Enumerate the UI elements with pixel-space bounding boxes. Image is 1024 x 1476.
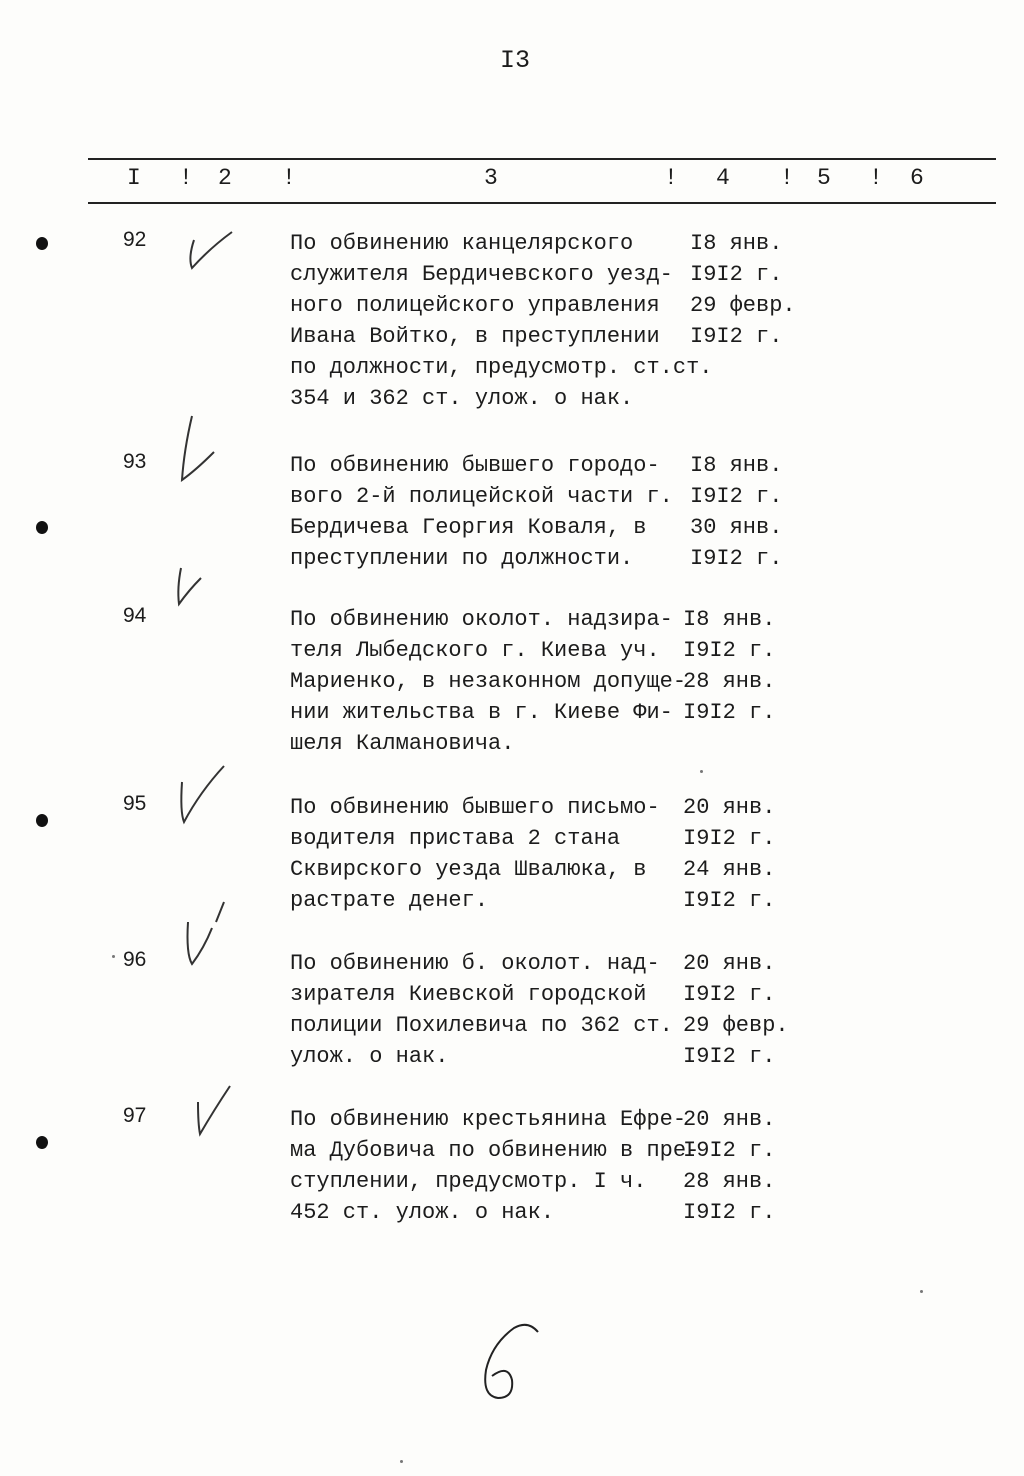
date-line: I9I2 г.	[690, 262, 783, 287]
page-number: I3	[500, 46, 531, 75]
date-line: I8 янв.	[690, 453, 783, 478]
description-line: служителя Бердичевского уезд-	[290, 262, 673, 287]
description-line: Мариенко, в незаконном допуще-	[290, 669, 687, 694]
punch-hole-icon	[36, 237, 48, 250]
punch-hole-icon	[36, 1136, 48, 1149]
description-line: растрате денег.	[290, 888, 489, 913]
table-top-rule	[88, 158, 996, 160]
check-icon	[165, 564, 215, 614]
date-line: I8 янв.	[690, 231, 783, 256]
description-line: по должности, предусмотр. ст.ст.	[290, 355, 713, 380]
date-line: 20 янв.	[683, 951, 776, 976]
date-line: I9I2 г.	[683, 982, 776, 1007]
date-line: I9I2 г.	[683, 1138, 776, 1163]
description-line: 452 ст. улож. о нак.	[290, 1200, 555, 1225]
description-line: ного полицейского управления	[290, 293, 660, 318]
date-line: I9I2 г.	[683, 826, 776, 851]
case-number: 97	[123, 1104, 147, 1127]
date-line: 24 янв.	[683, 857, 776, 882]
date-line: 20 янв.	[683, 1107, 776, 1132]
date-line: I9I2 г.	[683, 1200, 776, 1225]
date-line: I8 янв.	[683, 607, 776, 632]
date-line: I9I2 г.	[683, 888, 776, 913]
separator: !	[780, 165, 794, 191]
description-line: зирателя Киевской городской	[290, 982, 647, 1007]
table-header	[0, 165, 1024, 197]
date-line: I9I2 г.	[683, 638, 776, 663]
check-icon	[170, 410, 230, 490]
case-dates	[690, 228, 820, 352]
date-line: I9I2 г.	[690, 324, 783, 349]
case-number: 92	[123, 228, 147, 251]
description-line: Ивана Войтко, в преступлении	[290, 324, 660, 349]
date-line: I9I2 г.	[690, 546, 783, 571]
punch-hole-icon	[36, 814, 48, 827]
description-line: По обвинению околот. надзира-	[290, 607, 673, 632]
case-dates	[683, 1104, 813, 1228]
description-line: ступлении, предусмотр. I ч.	[290, 1169, 647, 1194]
speck	[700, 770, 703, 773]
case-description	[290, 604, 710, 759]
case-description	[290, 450, 710, 574]
case-number: 96	[123, 948, 147, 971]
check-icon	[190, 1082, 240, 1144]
case-dates	[683, 948, 813, 1072]
column-1-header: I	[127, 165, 141, 191]
description-line: ма Дубовича по обвинению в пре-	[290, 1138, 700, 1163]
description-line: По обвинению бывшего городо-	[290, 453, 660, 478]
date-line: 29 февр.	[683, 1013, 789, 1038]
case-description	[290, 792, 710, 916]
date-line: 28 янв.	[683, 1169, 776, 1194]
description-line: преступлении по должности.	[290, 546, 634, 571]
description-line: вого 2-й полицейской части г.	[290, 484, 673, 509]
case-number: 93	[123, 450, 147, 473]
date-line: 28 янв.	[683, 669, 776, 694]
case-description	[290, 948, 710, 1072]
date-line: I9I2 г.	[690, 484, 783, 509]
description-line: Бердичева Георгия Коваля, в	[290, 515, 647, 540]
description-line: По обвинению крестьянина Ефре-	[290, 1107, 687, 1132]
check-icon	[176, 898, 236, 974]
separator: !	[664, 165, 678, 191]
column-6-header: 6	[910, 165, 924, 191]
description-line: водителя пристава 2 стана	[290, 826, 621, 851]
case-number: 94	[123, 604, 147, 627]
case-dates	[683, 792, 813, 916]
description-line: улож. о нак.	[290, 1044, 449, 1069]
check-icon	[180, 228, 240, 273]
check-icon	[170, 762, 230, 832]
column-3-header: 3	[484, 165, 498, 191]
speck	[112, 955, 115, 958]
separator: !	[869, 165, 883, 191]
handwritten-sheet-number	[468, 1320, 558, 1410]
date-line: I9I2 г.	[683, 1044, 776, 1069]
speck	[920, 1290, 923, 1293]
table-header-rule	[88, 202, 996, 204]
speck	[400, 1460, 403, 1463]
date-line: I9I2 г.	[683, 700, 776, 725]
separator: !	[179, 165, 193, 191]
case-description	[290, 1104, 710, 1228]
description-line: шеля Калмановича.	[290, 731, 515, 756]
description-line: полиции Похилевича по 362 ст.	[290, 1013, 673, 1038]
description-line: По обвинению бывшего письмо-	[290, 795, 660, 820]
description-line: По обвинению канцелярского	[290, 231, 634, 256]
description-line: нии жительства в г. Киеве Фи-	[290, 700, 673, 725]
date-line: 30 янв.	[690, 515, 783, 540]
case-dates	[683, 604, 813, 728]
punch-hole-icon	[36, 521, 48, 534]
description-line: По обвинению б. околот. над-	[290, 951, 660, 976]
description-line: 354 и 362 ст. улож. о нак.	[290, 386, 634, 411]
column-4-header: 4	[716, 165, 730, 191]
case-dates	[690, 450, 820, 574]
column-5-header: 5	[817, 165, 831, 191]
column-2-header: 2	[218, 165, 232, 191]
date-line: 29 февр.	[690, 293, 796, 318]
date-line: 20 янв.	[683, 795, 776, 820]
description-line: теля Лыбедского г. Киева уч.	[290, 638, 660, 663]
case-description	[290, 228, 713, 414]
separator: !	[282, 165, 296, 191]
description-line: Сквирского уезда Швалюка, в	[290, 857, 647, 882]
case-number: 95	[123, 792, 147, 815]
